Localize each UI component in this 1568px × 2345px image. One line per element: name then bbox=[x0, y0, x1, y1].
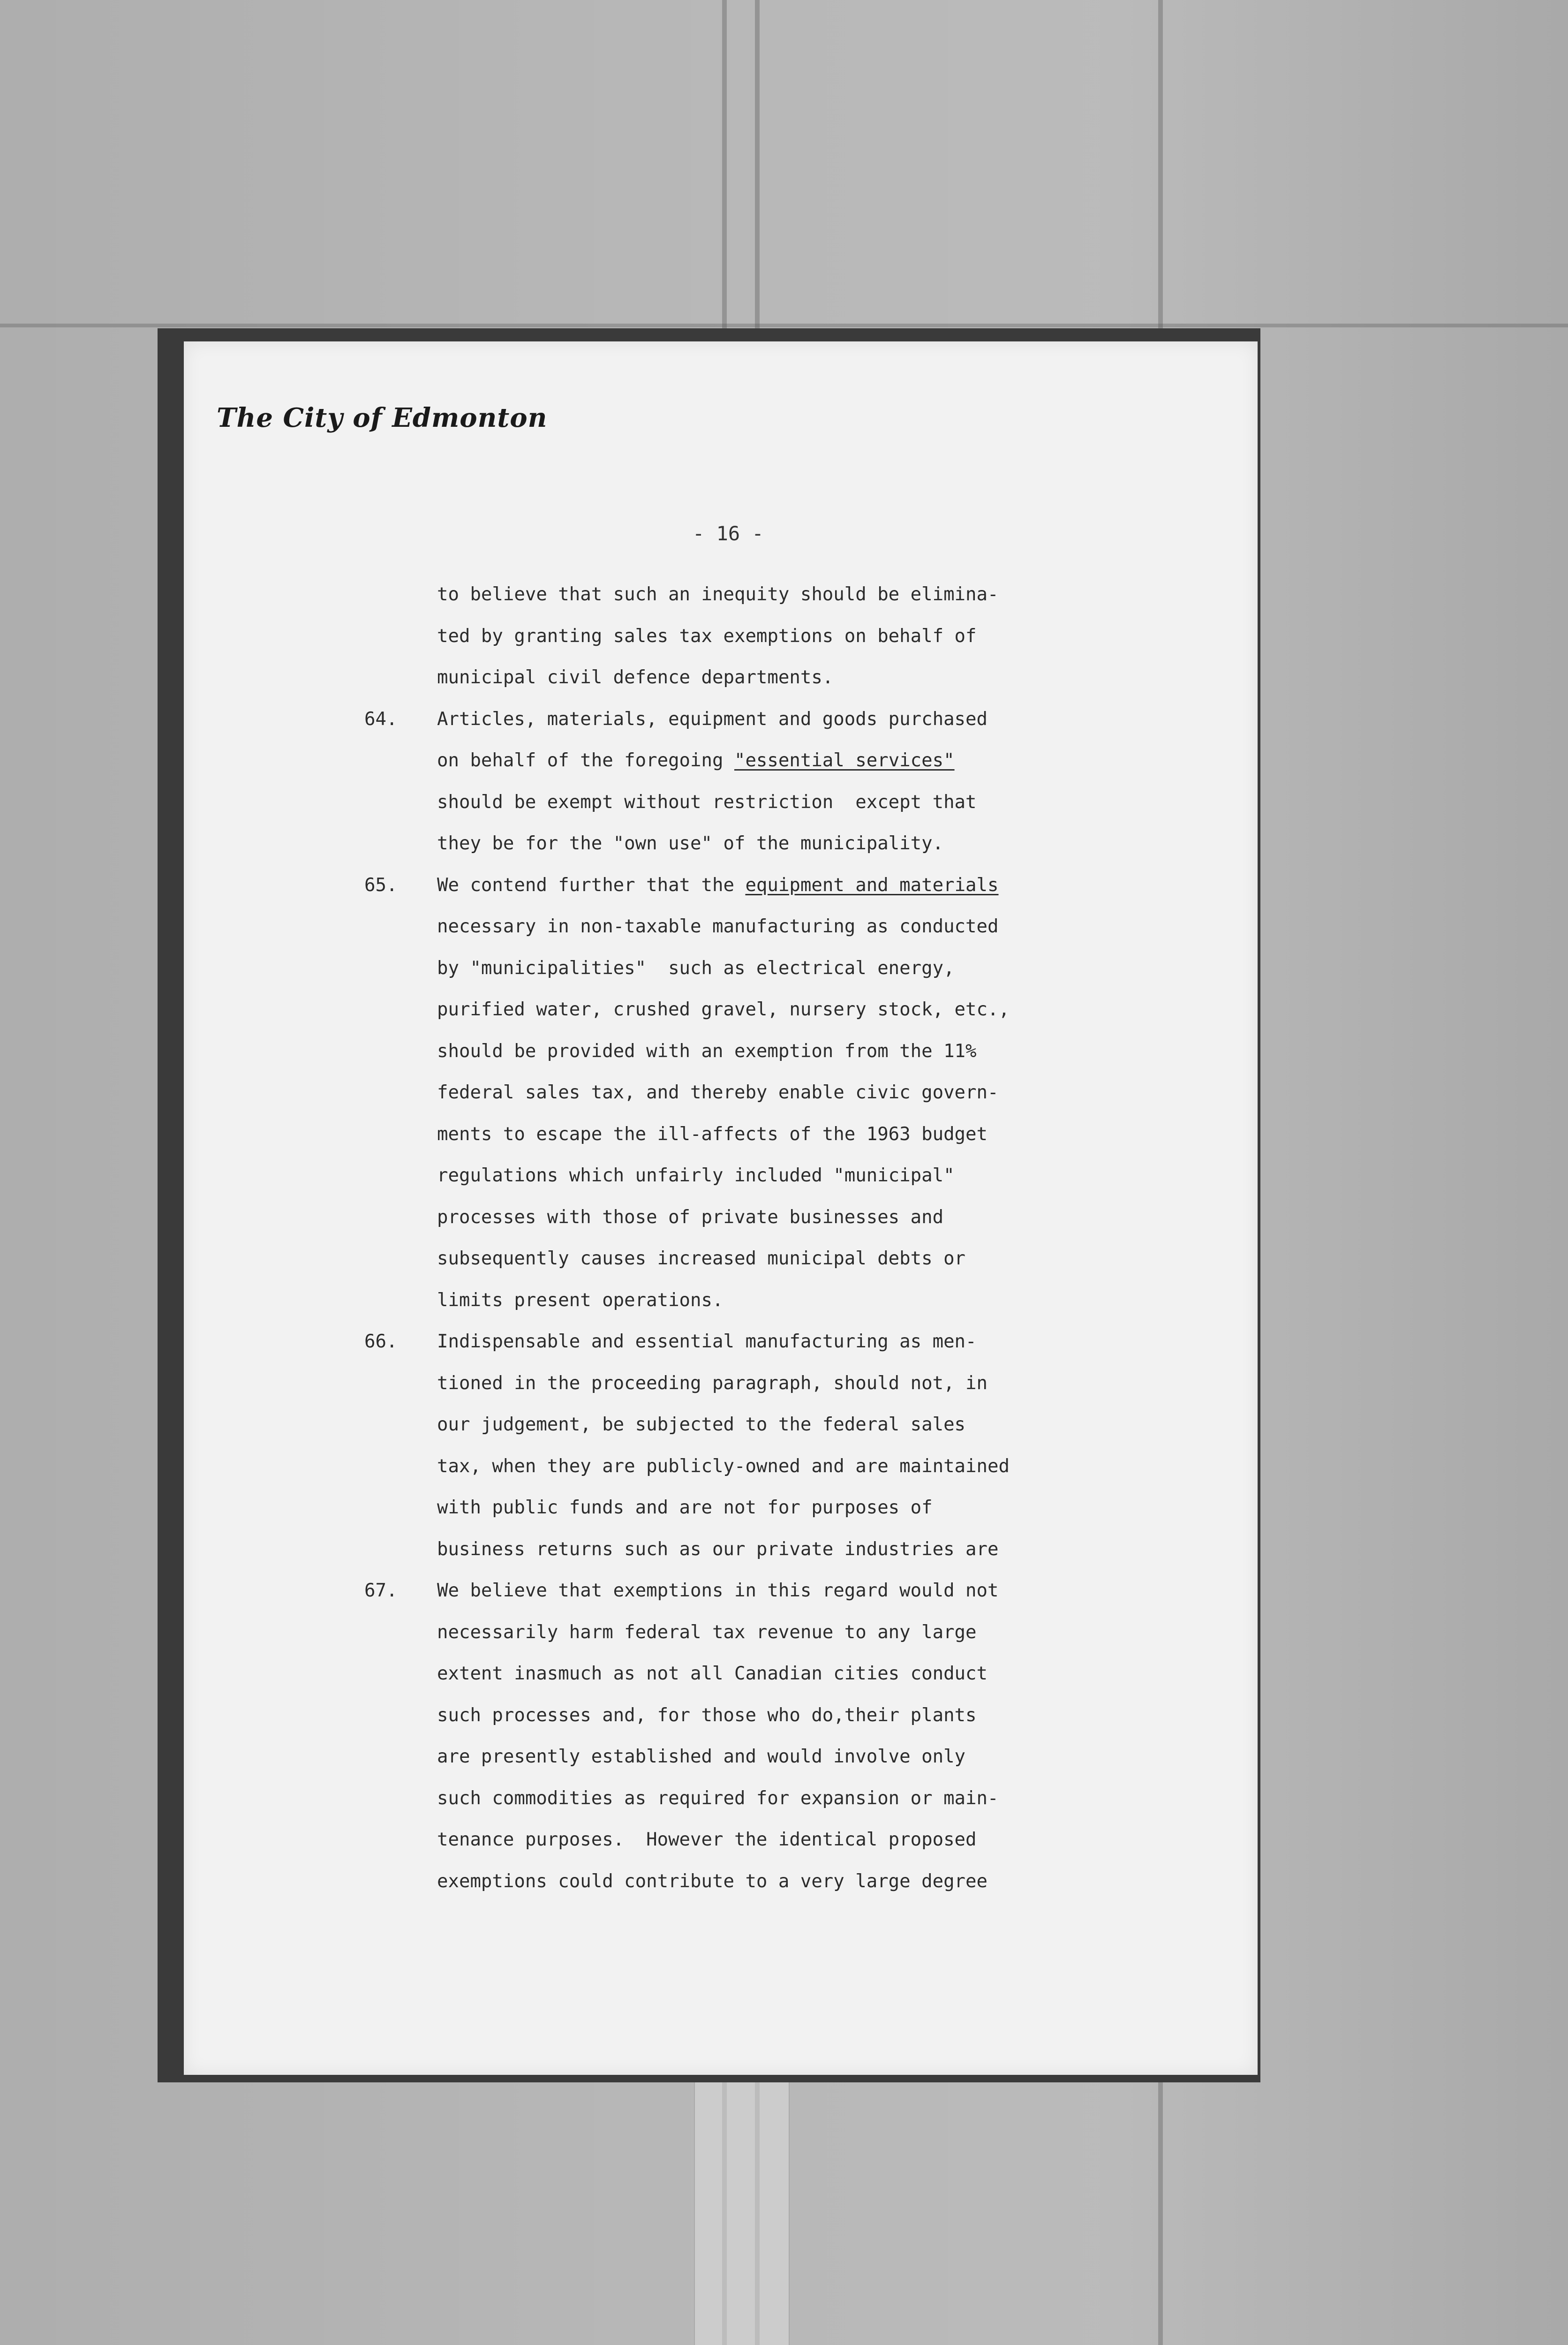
text-line: We believe that exemptions in this regard would not bbox=[437, 1580, 999, 1601]
text-line: extent inasmuch as not all Canadian cities conduct bbox=[437, 1663, 988, 1684]
text-line: ted by granting sales tax exemptions on behalf of bbox=[437, 626, 977, 647]
text-line: regulations which unfairly included "municipal" bbox=[437, 1165, 955, 1186]
text-line: such commodities as required for expansion or main- bbox=[437, 1788, 999, 1809]
text-line: municipal civil defence departments. bbox=[437, 667, 834, 688]
underlined-phrase: "essential services" bbox=[734, 750, 955, 771]
text-line: are presently established and would involve only bbox=[437, 1746, 966, 1767]
paragraph-number: 65. bbox=[364, 875, 398, 896]
text-line: federal sales tax, and thereby enable civic govern- bbox=[437, 1082, 999, 1103]
board-seam bbox=[0, 324, 1568, 327]
text-line: We contend further that the equipment and materials bbox=[437, 875, 999, 896]
text-line: business returns such as our private industries are bbox=[437, 1539, 999, 1560]
text-line: our judgement, be subjected to the federal sales bbox=[437, 1414, 966, 1435]
paragraph-number: 66. bbox=[364, 1331, 398, 1352]
text-line: to believe that such an inequity should be elimina- bbox=[437, 584, 999, 605]
text-line: such processes and, for those who do,their plants bbox=[437, 1705, 977, 1726]
letterhead: The City of Edmonton bbox=[217, 402, 548, 433]
underlined-phrase: equipment and materials bbox=[745, 875, 999, 896]
text-line: should be exempt without restriction except that bbox=[437, 792, 977, 813]
text-line: Indispensable and essential manufacturing as men- bbox=[437, 1331, 977, 1352]
paragraph-number: 67. bbox=[364, 1580, 398, 1601]
document-page bbox=[184, 341, 1258, 2075]
text-line: necessarily harm federal tax revenue to any large bbox=[437, 1622, 977, 1643]
text-line: exemptions could contribute to a very large degree bbox=[437, 1871, 988, 1892]
text-line: tenance purposes. However the identical proposed bbox=[437, 1829, 977, 1850]
text-line: tax, when they are publicly-owned and are maintained bbox=[437, 1456, 1010, 1477]
tape-strip bbox=[694, 2073, 790, 2345]
paragraph-number: 64. bbox=[364, 709, 398, 730]
text-line: should be provided with an exemption from the 11% bbox=[437, 1041, 977, 1062]
text-line: limits present operations. bbox=[437, 1290, 724, 1311]
text-line: with public funds and are not for purposes of bbox=[437, 1497, 933, 1518]
text-line: subsequently causes increased municipal debts or bbox=[437, 1248, 966, 1269]
text-line: necessary in non-taxable manufacturing as conducted bbox=[437, 916, 999, 937]
text-line: purified water, crushed gravel, nursery stock, etc., bbox=[437, 999, 1010, 1020]
text-line: by "municipalities" such as electrical energy, bbox=[437, 958, 955, 979]
text-line: processes with those of private businesses and bbox=[437, 1207, 944, 1228]
text-line: tioned in the proceeding paragraph, should not, in bbox=[437, 1373, 988, 1394]
text-line: ments to escape the ill-affects of the 1963 budget bbox=[437, 1124, 988, 1145]
text-line: Articles, materials, equipment and goods purchased bbox=[437, 709, 988, 730]
text-line: on behalf of the foregoing "essential services" bbox=[437, 750, 955, 771]
text-line: they be for the "own use" of the municipality. bbox=[437, 833, 944, 854]
page-number: - 16 - bbox=[693, 522, 764, 545]
